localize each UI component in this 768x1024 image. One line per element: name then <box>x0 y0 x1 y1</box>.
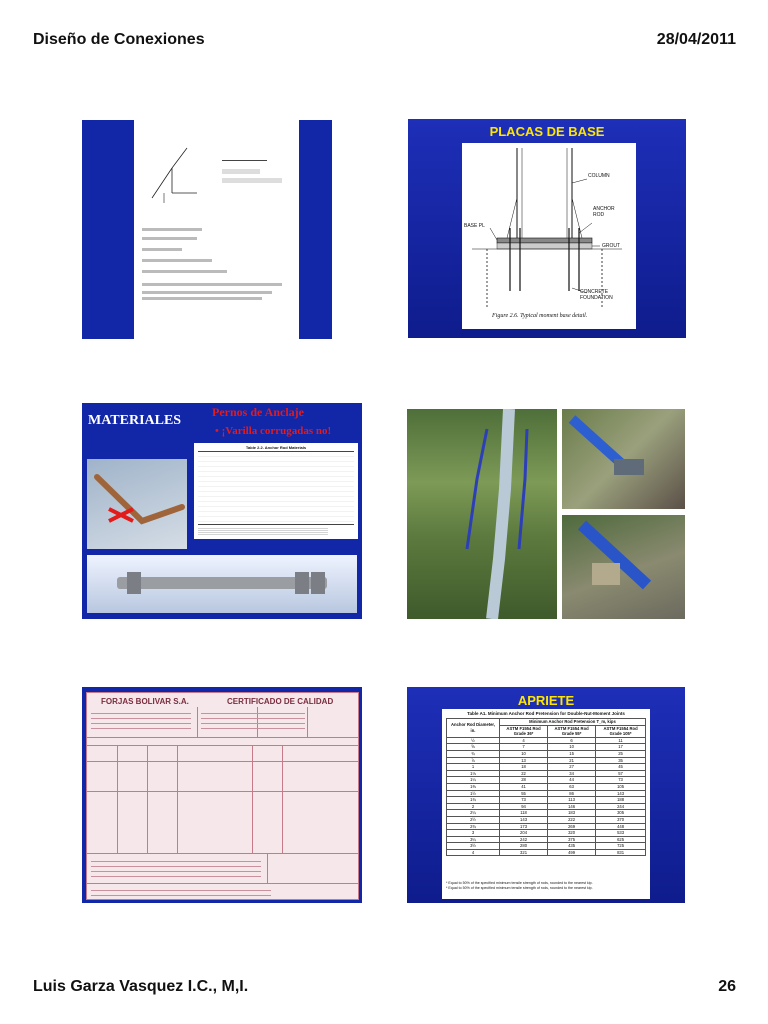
header-date: 28/04/2011 <box>656 31 736 48</box>
table-cell: 44 <box>548 777 596 784</box>
col-header-grade36: ASTM F1554 Rod Grade 36* <box>500 725 548 737</box>
footer-author: Luis Garza Vasquez I.C., M,I. <box>33 978 249 995</box>
table-cell: 10 <box>500 750 548 757</box>
table-cell: 1¾ <box>447 797 500 804</box>
table-cell: 242 <box>500 836 548 843</box>
base-plate-drawing <box>462 143 636 329</box>
slide-title-tightening: APRIETE <box>517 693 575 708</box>
table-row <box>447 836 646 843</box>
anchor-rod-table <box>194 443 358 539</box>
table-cell: 21 <box>548 757 596 764</box>
certificate-document <box>86 692 359 900</box>
table-cell: 7 <box>500 744 548 751</box>
table-cell: 3 <box>447 830 500 837</box>
slide-materials <box>82 403 362 619</box>
threaded-rod-photo <box>87 555 357 613</box>
footer-page-number: 26 <box>718 978 736 995</box>
table-cell: 244 <box>596 803 646 810</box>
table-cell: 305 <box>596 810 646 817</box>
table-row <box>447 764 646 771</box>
table-row <box>447 830 646 837</box>
table-row <box>447 744 646 751</box>
table-cell: 105 <box>596 783 646 790</box>
table-cell: 34 <box>548 770 596 777</box>
col-header-diameter: Anchor Rod Diameter, in. <box>447 719 500 738</box>
table-cell: 63 <box>548 783 596 790</box>
figure-caption: Figure 2.6. Typical moment base detail. <box>492 313 588 319</box>
materials-bullet: • ¡Varilla corrugadas no! <box>215 425 332 437</box>
slide-title-base-plates: PLACAS DE BASE <box>489 124 605 139</box>
table-cell: 204 <box>500 830 548 837</box>
table-row <box>447 816 646 823</box>
table-cell: 269 <box>548 823 596 830</box>
photo-pipeline-river <box>407 409 557 619</box>
threaded-rod <box>87 555 357 613</box>
table-cell: 173 <box>500 823 548 830</box>
header-title: Diseño de Conexiones <box>33 31 205 48</box>
table-cell: 118 <box>500 810 548 817</box>
pipeline-drawing <box>407 409 557 619</box>
table-cell: 6 <box>548 737 596 744</box>
table-cell: 1⅛ <box>447 770 500 777</box>
table-cell: 73 <box>596 777 646 784</box>
slide-base-plates <box>408 119 686 338</box>
table-cell: 35 <box>596 757 646 764</box>
bent-bar <box>87 459 187 549</box>
calc-lines <box>142 228 292 300</box>
col-header-grade55: ASTM F1554 Rod Grade 55* <box>548 725 596 737</box>
slide-calculations <box>82 120 332 339</box>
base-plate-figure <box>462 143 636 329</box>
photo-anchor-base <box>562 515 685 619</box>
table-cell: 143 <box>596 790 646 797</box>
materials-subtitle: Pernos de Anclaje <box>212 405 304 419</box>
label-anchor-rod: ANCHOR ROD <box>593 206 615 218</box>
table-cell: 18 <box>500 764 548 771</box>
table-cell: 1⅜ <box>447 783 500 790</box>
table-cell: 25 <box>596 750 646 757</box>
table-cell: 28 <box>500 777 548 784</box>
table-cell: ⅝ <box>447 744 500 751</box>
table-cell: 2¼ <box>447 810 500 817</box>
label-base-pl: BASE PL <box>464 223 485 229</box>
slide-field-photos <box>407 409 685 619</box>
label-column: COLUMN <box>588 173 610 179</box>
label-grout: GROUT <box>602 243 621 249</box>
pretension-table-title: Table A1. Minimum Anchor Rod Pretension for Double-Nut-Moment Joints <box>467 711 625 716</box>
table-cell: 3¼ <box>447 836 500 843</box>
table-cell: 2¾ <box>447 823 500 830</box>
table-row <box>447 823 646 830</box>
anchor-table-title: Table 2.2. Anchor Rod Materials <box>245 445 307 450</box>
table-cell: 4 <box>500 737 548 744</box>
table-row <box>447 783 646 790</box>
table-cell: 10 <box>548 744 596 751</box>
table-cell: 222 <box>548 816 596 823</box>
table-cell: 725 <box>596 843 646 850</box>
table-cell: 435 <box>548 843 596 850</box>
table-cell: 1¼ <box>447 777 500 784</box>
table-cell: 4 <box>447 849 500 856</box>
table-cell: 143 <box>500 816 548 823</box>
table-cell: 370 <box>596 816 646 823</box>
table-cell: 1½ <box>447 790 500 797</box>
table-cell: 146 <box>548 803 596 810</box>
slide-tightening <box>407 687 685 903</box>
table-cell: 499 <box>548 849 596 856</box>
table-cell: 280 <box>500 843 548 850</box>
pretension-table-card <box>442 709 650 899</box>
calc-formulas-top <box>222 154 292 183</box>
table-cell: 188 <box>596 797 646 804</box>
table-cell: 183 <box>548 810 596 817</box>
table-note-2: * Equal to 50% of the specified minimum tensile strength of rods, rounded to the nearest kip. <box>446 886 593 890</box>
table-cell: ½ <box>447 737 500 744</box>
table-cell: 321 <box>500 849 548 856</box>
cert-title: CERTIFICADO DE CALIDAD <box>227 697 334 706</box>
table-cell: 533 <box>596 830 646 837</box>
col-header-grade105: ASTM F1554 Rod Grade 105* <box>596 725 646 737</box>
anchor-base-drawing <box>562 515 685 619</box>
table-row <box>447 770 646 777</box>
table-cell: 73 <box>500 797 548 804</box>
table-row <box>447 797 646 804</box>
table-row <box>447 790 646 797</box>
table-cell: 2 <box>447 803 500 810</box>
slide-title-materials: MATERIALES <box>88 413 182 428</box>
table-row <box>447 777 646 784</box>
table-row <box>447 849 646 856</box>
table-cell: 13 <box>500 757 548 764</box>
table-cell: 27 <box>548 764 596 771</box>
table-row <box>447 757 646 764</box>
force-diagram <box>142 138 202 208</box>
table-row <box>447 750 646 757</box>
table-cell: 320 <box>548 830 596 837</box>
table-cell: 55 <box>500 790 548 797</box>
table-cell: 2½ <box>447 816 500 823</box>
table-cell: 3½ <box>447 843 500 850</box>
table-cell: 375 <box>548 836 596 843</box>
table-cell: ¾ <box>447 750 500 757</box>
table-cell: 86 <box>548 790 596 797</box>
pretension-table <box>446 718 646 856</box>
table-cell: 17 <box>596 744 646 751</box>
calc-page <box>134 120 299 339</box>
table-row <box>447 843 646 850</box>
label-concrete: CONCRETE FOUNDATION <box>580 289 613 301</box>
table-cell: 11 <box>596 737 646 744</box>
table-row <box>447 737 646 744</box>
table-cell: 94 <box>500 803 548 810</box>
table-cell: 22 <box>500 770 548 777</box>
table-row <box>447 810 646 817</box>
table-note-1: * Equal to 50% of the specified minimum tensile strength of rods, rounded to the nearest kip. <box>446 881 593 885</box>
slide-quality-certificate <box>82 687 362 903</box>
table-cell: 45 <box>596 764 646 771</box>
table-cell: ⅞ <box>447 757 500 764</box>
table-cell: 831 <box>596 849 646 856</box>
cert-company: FORJAS BOLIVAR S.A. <box>101 697 189 706</box>
corrugated-bar-photo <box>87 459 187 549</box>
table-cell: 113 <box>548 797 596 804</box>
table-cell: 57 <box>596 770 646 777</box>
table-cell: 448 <box>596 823 646 830</box>
table-cell: 1 <box>447 764 500 771</box>
column-base-drawing <box>562 409 685 509</box>
table-row <box>447 803 646 810</box>
table-cell: 41 <box>500 783 548 790</box>
table-cell: 625 <box>596 836 646 843</box>
photo-base-connection <box>562 409 685 509</box>
table-cell: 15 <box>548 750 596 757</box>
group-header-pretension: Minimum Anchor Rod Pretension T_m, kips <box>500 719 646 726</box>
